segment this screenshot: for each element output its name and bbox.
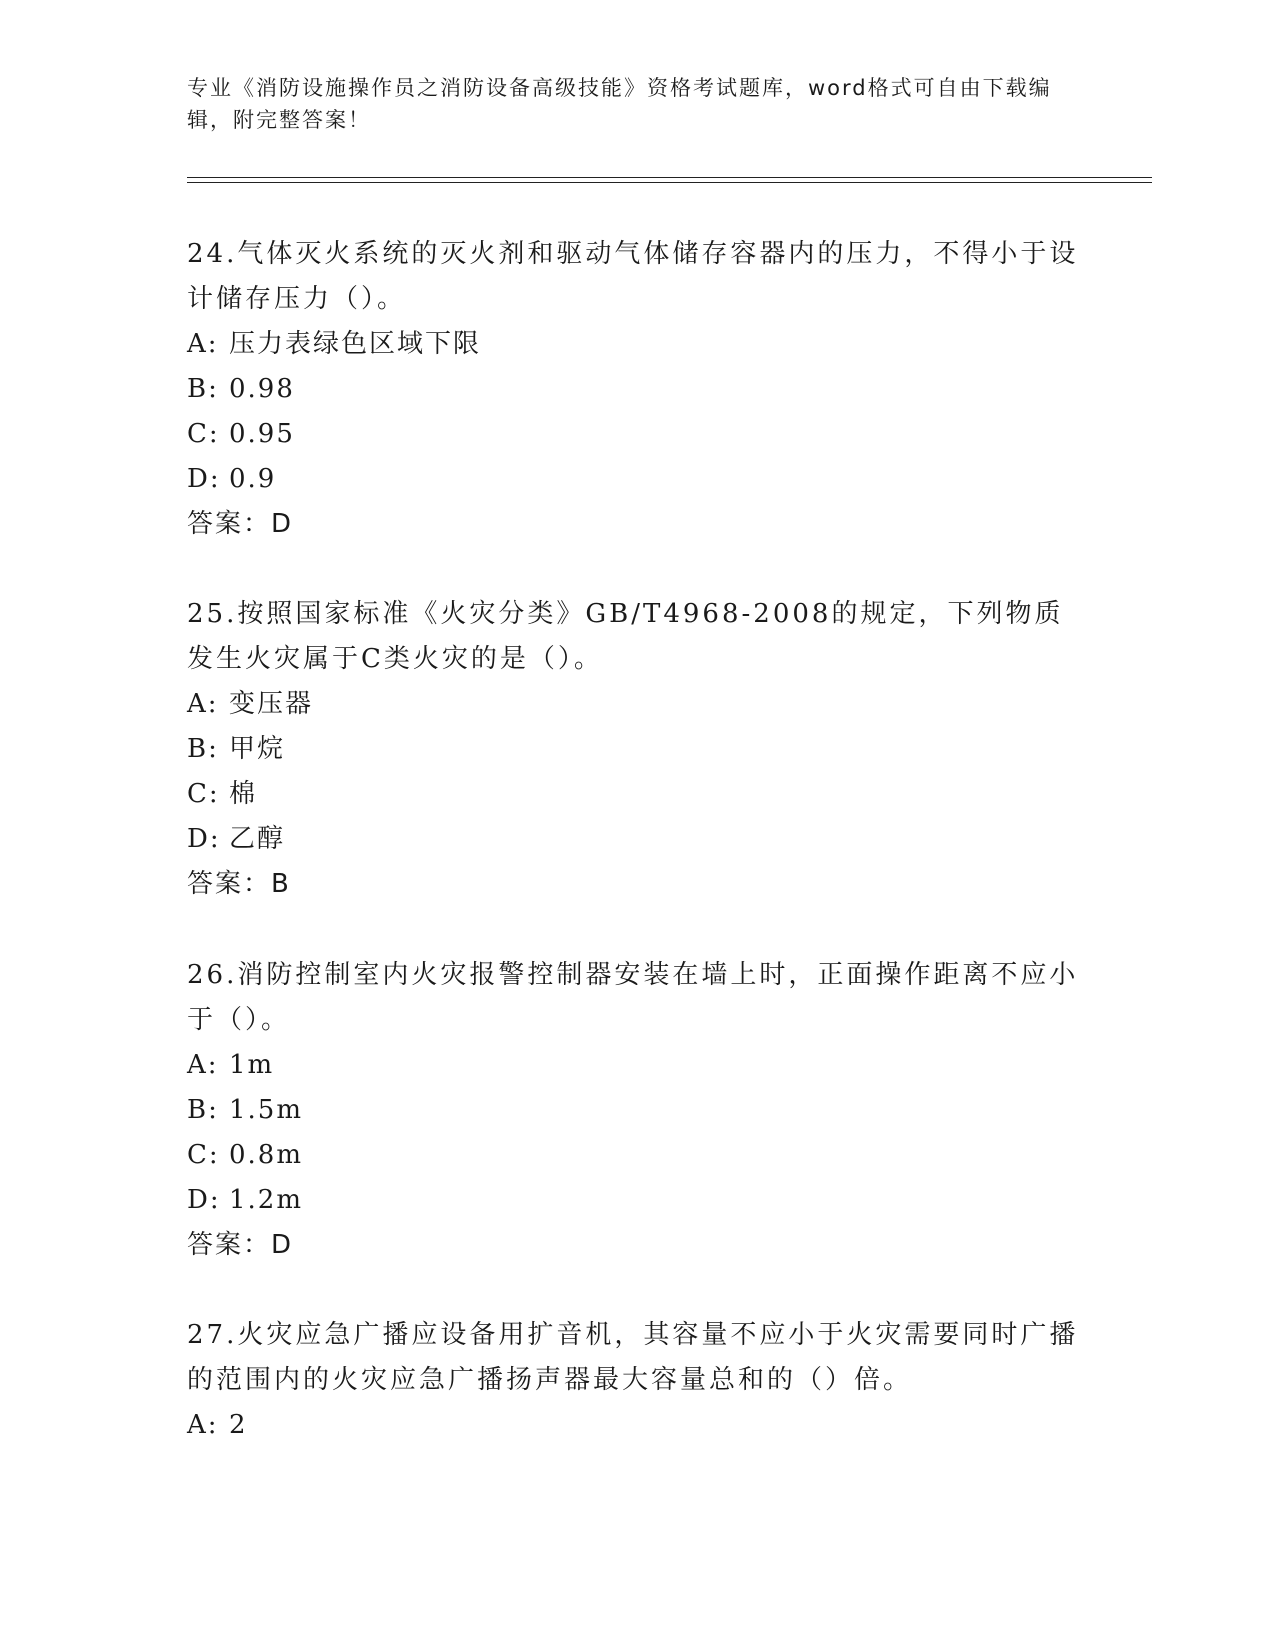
document-header: 专业《消防设施操作员之消防设备高级技能》资格考试题库，word格式可自由下载编辑，附完整答案！ bbox=[187, 76, 1052, 132]
option-a bbox=[187, 682, 1087, 727]
option-text: 2 bbox=[229, 1410, 248, 1440]
option-key: A: bbox=[187, 1050, 219, 1080]
option-a bbox=[187, 1403, 1087, 1448]
option-text: 压力表绿色区域下限 bbox=[229, 329, 482, 359]
option-d bbox=[187, 457, 1087, 502]
answer: 答案：D bbox=[187, 509, 294, 539]
header-divider-top bbox=[187, 177, 1152, 178]
option-text: 乙醇 bbox=[229, 824, 286, 854]
answer: 答案：D bbox=[187, 1230, 294, 1260]
option-key: A: bbox=[187, 689, 219, 719]
question-stem: 25.按照国家标准《火灾分类》GB/T4968-2008的规定，下列物质发生火灾属于C类火灾的是（）。 bbox=[187, 599, 1064, 674]
option-text: 甲烷 bbox=[229, 734, 286, 764]
option-d bbox=[187, 1178, 1087, 1223]
option-key: D: bbox=[187, 824, 221, 854]
question-stem: 24.气体灭火系统的灭火剂和驱动气体储存容器内的压力，不得小于设计储存压力（）。 bbox=[187, 239, 1079, 314]
option-text: 棉 bbox=[229, 779, 258, 809]
option-key: C: bbox=[187, 1140, 220, 1170]
header-divider-bottom bbox=[187, 182, 1152, 183]
option-a bbox=[187, 1043, 1087, 1088]
question-stem: 26.消防控制室内火灾报警控制器安装在墙上时，正面操作距离不应小于（）。 bbox=[187, 960, 1079, 1035]
option-text: 0.95 bbox=[229, 419, 295, 449]
option-text: 1m bbox=[229, 1050, 275, 1080]
option-text: 0.98 bbox=[229, 374, 295, 404]
option-key: A: bbox=[187, 329, 219, 359]
option-key: C: bbox=[187, 419, 220, 449]
option-c bbox=[187, 772, 1087, 817]
option-c bbox=[187, 412, 1087, 457]
option-text: 0.8m bbox=[229, 1140, 304, 1170]
question-stem: 27.火灾应急广播应设备用扩音机，其容量不应小于火灾需要同时广播的范围内的火灾应急广播扬声器最大容量总和的（）倍。 bbox=[187, 1320, 1079, 1395]
option-b bbox=[187, 367, 1087, 412]
option-d bbox=[187, 817, 1087, 862]
option-key: D: bbox=[187, 1185, 221, 1215]
option-key: C: bbox=[187, 779, 220, 809]
option-text: 1.2m bbox=[229, 1185, 304, 1215]
option-key: B: bbox=[187, 374, 219, 404]
question-25 bbox=[187, 592, 1087, 907]
question-26 bbox=[187, 953, 1087, 1268]
option-key: D: bbox=[187, 464, 221, 494]
option-text: 0.9 bbox=[229, 464, 277, 494]
option-a bbox=[187, 322, 1087, 367]
option-key: B: bbox=[187, 734, 219, 764]
question-24 bbox=[187, 232, 1087, 547]
answer: 答案：B bbox=[187, 869, 291, 899]
option-key: A: bbox=[187, 1410, 219, 1440]
option-key: B: bbox=[187, 1095, 219, 1125]
option-b bbox=[187, 1088, 1087, 1133]
option-c bbox=[187, 1133, 1087, 1178]
option-text: 变压器 bbox=[229, 689, 314, 719]
option-text: 1.5m bbox=[229, 1095, 304, 1125]
option-b bbox=[187, 727, 1087, 772]
question-27 bbox=[187, 1313, 1087, 1448]
